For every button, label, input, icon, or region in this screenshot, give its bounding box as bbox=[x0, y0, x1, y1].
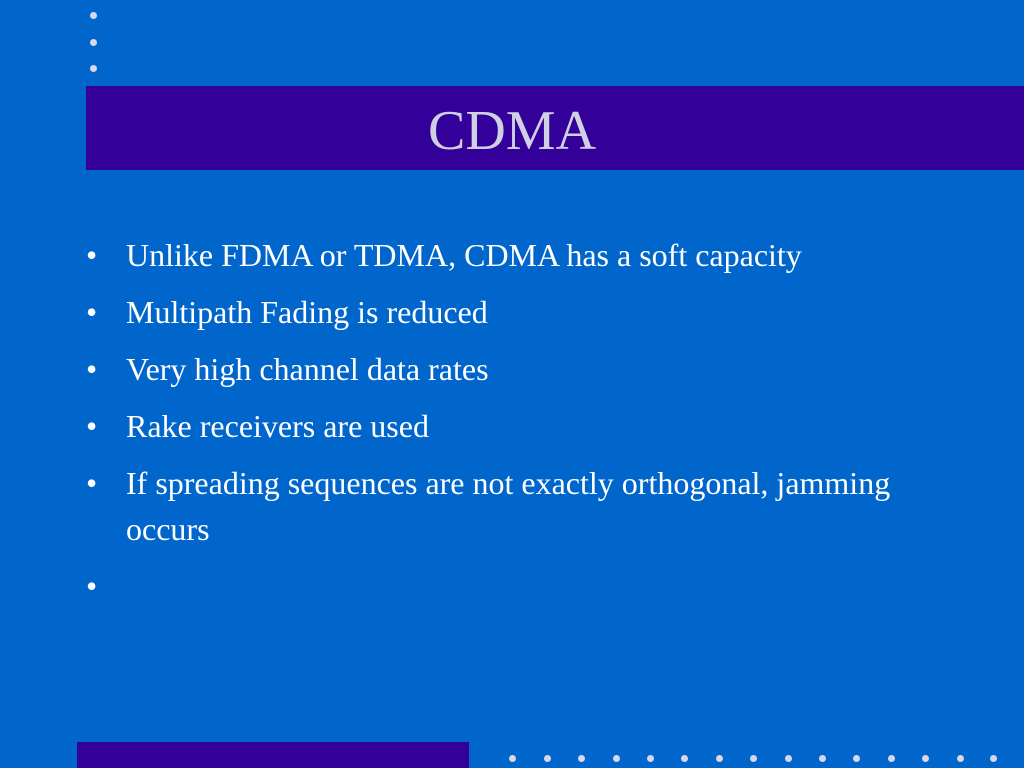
bullet-dot-icon: • bbox=[86, 568, 98, 604]
decorative-dot bbox=[819, 755, 826, 762]
decorative-dot bbox=[853, 755, 860, 762]
bullet-item bbox=[86, 563, 966, 609]
decorative-dot bbox=[922, 755, 929, 762]
bullet-item bbox=[86, 460, 966, 552]
bullet-list bbox=[86, 232, 966, 620]
bullet-dot-icon: • bbox=[86, 294, 98, 330]
decorative-dot bbox=[613, 755, 620, 762]
decorative-dot bbox=[681, 755, 688, 762]
decorative-dot bbox=[957, 755, 964, 762]
decorative-dot bbox=[888, 755, 895, 762]
bullet-dot-icon: • bbox=[86, 237, 98, 273]
decorative-dot bbox=[785, 755, 792, 762]
slide-title: CDMA bbox=[427, 100, 597, 162]
bullet-dot-icon: • bbox=[86, 351, 98, 387]
decorative-dot bbox=[990, 755, 997, 762]
bullet-item bbox=[86, 232, 966, 278]
bullet-item bbox=[86, 289, 966, 335]
bullet-dot-icon: • bbox=[86, 408, 98, 444]
bullet-item bbox=[86, 403, 966, 449]
bullet-text bbox=[126, 568, 134, 604]
decorative-dot bbox=[578, 755, 585, 762]
bottom-bar bbox=[77, 742, 469, 768]
bullet-text: Multipath Fading is reduced bbox=[126, 294, 488, 330]
decorative-dot bbox=[750, 755, 757, 762]
decorative-dot bbox=[647, 755, 654, 762]
decorative-dot bbox=[90, 65, 97, 72]
decorative-dot bbox=[509, 755, 516, 762]
bullet-text: Unlike FDMA or TDMA, CDMA has a soft capacity bbox=[126, 237, 802, 273]
decorative-dot bbox=[544, 755, 551, 762]
bullet-text: Rake receivers are used bbox=[126, 408, 429, 444]
decorative-dot bbox=[716, 755, 723, 762]
decorative-dot bbox=[90, 12, 97, 19]
bullet-item bbox=[86, 346, 966, 392]
bullet-dot-icon: • bbox=[86, 465, 98, 501]
bullet-text: Very high channel data rates bbox=[126, 351, 489, 387]
bullet-text: If spreading sequences are not exactly orthogonal, jamming occurs bbox=[126, 465, 891, 547]
decorative-dot bbox=[90, 39, 97, 46]
